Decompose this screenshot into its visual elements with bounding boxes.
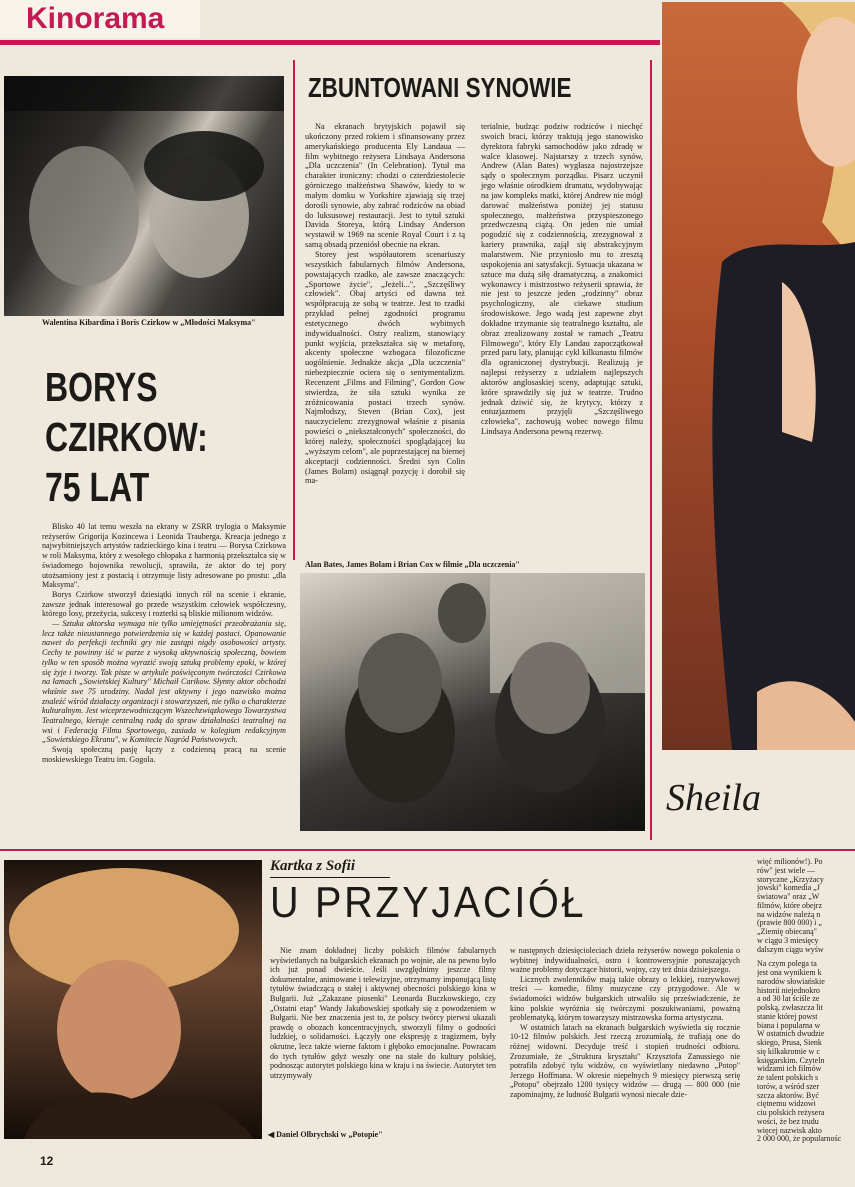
- friends-paragraph: w następnych dziesięcioleciach dzieła reżyserów nowego pokolenia o wybitnej indywidualności, ostro i kontrowersyjnie poruszających ważne problemy dotyczące historii, wojny, czy też dnia dzisiejszego.: [510, 946, 740, 975]
- magazine-logo-text: Kinorama: [26, 2, 165, 35]
- col3-line: filmów, które obejrz: [757, 900, 823, 910]
- photo-caption-in-celebration: Alan Bates, James Bolam i Brian Cox w filmie „Dla uczczenia": [305, 560, 520, 569]
- friends-paragraph: W ostatnich latach na ekranach bułgarskich wyświetla się rocznie 10-12 filmów polskich. Jest rzeczą zrozumiałą, że trafiają one do różnej widowni. Decyduje treść i stopień trudności odbioru. Zrozumiałe, że „Struktura kryształu" Krzysztofa Zanussiego nie potrafiła zdobyć tylu widzów, co wyświetlany niedawno „Potop" Jerzego Hoffmana. W okresie niepełnych 9 miesięcy pierwszą serię „Potopu" obejrzało 1200 tysięcy widzów — drugą — 800 000 (nie zapominajmy, że ludność Bułgarii wynosi niecałe dzie-: [510, 1022, 740, 1099]
- caption-arrow-icon: ◀: [268, 1130, 277, 1139]
- borys-headline: [45, 362, 208, 512]
- borys-headline-line-3: 75 LAT: [45, 464, 150, 510]
- friends-paragraph: Nie znam dokładnej liczby polskich filmów fabularnych wyświetlanych na bułgarskich ekranach po wojnie, ale na pewno było ich już ponad dwieście. Jeśli uwzględnimy jeszcze filmy dokumentalne, animowane i telewizyjne, otrzymamy imponującą listę tytułów świadczącą o stałej i aktywnej obecności polskiego kina w Bułgarii. Już „Zakazane piosenki" Leonarda Buczkowskiego, czy „Ostatni etap" Wandy Jakubowskiej spotkały się z powodzeniem w Bułgarii. Nie bez znaczenia jest to, że polscy twórcy pierwsi ukazali prawdę o obozach koncentracyjnych, stworzyli filmy o godności ludzkiej, o solidarności. Łączyły one ekspresję z tragizmem, były okrutne, lecz także wierne faktom i głęboko emocjonalne. Powracam do tych tytułów gdyż weszły one na stałe do kultury polskiej, podnosząc autorytet polskiego kina w kraju i na świecie. Autorytet ten utrzymywały: [270, 946, 496, 1080]
- photo-illustration: [4, 76, 284, 316]
- borys-paragraph: Swoją społeczną pasję łączy z codzienną pracą na scenie moskiewskiego Teatru im. Gogola.: [42, 745, 286, 764]
- col3-line: a od 30 lat ściśle ze: [757, 994, 820, 1004]
- friends-paragraph: Licznych zwolenników mają takie obrazy o lekkiej, rozrywkowej treści — komedie, filmy muzyczne czy przygodowe. Ale w świadomości widzów bułgarskich utrwaliło się przeświadczenie, że kino polskie wyróżnia się twórczymi poszukiwaniami, poważną problematyką, którym towarzyszy mistrzowska forma artystyczna.: [510, 974, 740, 1023]
- col3-line: widzami ich filmów: [757, 1064, 822, 1074]
- sheila-label: Sheila: [666, 777, 761, 819]
- header-rule: [0, 40, 660, 45]
- col3-line: ciętnemu widzowi: [757, 1099, 816, 1109]
- sons-frame-right: [650, 60, 652, 840]
- photo-in-celebration: [300, 573, 645, 831]
- photo-illustration: [300, 573, 645, 831]
- sons-column-1: [305, 122, 465, 486]
- photo-illustration: [662, 2, 855, 750]
- col3-line: się kilkakrotnie w c: [757, 1046, 820, 1056]
- col3-line: jest ona wynikiem k: [757, 968, 822, 977]
- sons-paragraph: Storey jest współautorem scenariuszy wszystkich fabularnych filmów Andersona, powstających rzadko, ale zawsze znaczących: „Sportowe życie", „Jeżeli...", „Szczęśliwy człowiek". Obaj artyści od dawna też współpracują ze sobą w teatrze. Jest to rzadki przykład pełnej zgodności programu estetycznego dwóch wybitnych indywidualności. Ostry realizm, stanowiący punkt wyjścia, przekształca się w metaforę, akcenty społeczne wzbogaca filozoficzne uogólnienie. Jednakże akcja „Dla uczczenia" niebezpiecznie ociera się o sentymentalizm. Recenzent „Films and Filming", Gordon Gow stwierdza, że siła sztuki wynika ze zróżnicowania postaci trzech synów. Najmłodszy, Steven (Brian Cox), jest nauczycielem: zrezygnował właśnie z pisania powieści o „niekształconych" społeczności, do której należy, społeczności spoglądającej ku „wyższym celom", ale poprzestającej na biernej akceptacji codzienności. Średni syn Colin (James Bolam) osiągnął pozycję i dorobił się ma-: [305, 249, 465, 486]
- col3-line: „Ziemię obiecaną": [757, 927, 817, 936]
- col3-line: polską, zwłaszcza lit: [757, 1003, 823, 1012]
- col3-line: ciu polskich reżysera: [757, 1108, 825, 1117]
- borys-article-body: [42, 522, 286, 765]
- col3-line: jowski" komedia „J: [757, 883, 820, 893]
- friends-headline: U PRZYJACIÓŁ: [270, 878, 587, 927]
- col3-line: księgarskim. Czyteln: [757, 1055, 825, 1065]
- col3-line: skiego, Prusa, Sienk: [757, 1038, 822, 1047]
- col3-line: stanie której powst: [757, 1011, 818, 1021]
- col3-line: Na czym polega ta: [757, 959, 817, 969]
- magazine-logo: [0, 0, 200, 38]
- col3-line: storyczne „Krzyżacy: [757, 874, 824, 884]
- page-number: 12: [40, 1154, 54, 1168]
- borys-paragraph: Borys Czirkow stworzył dziesiątki innych ról na scenie i ekranie, zawsze jednak interesował go przede wszystkim człowiek współczesny, którego losy, przeżycia, sukcesy i rozterki są bliskie milionom widzów.: [42, 589, 286, 619]
- col3-line: dalszym ciągu wyśw: [757, 944, 824, 954]
- col3-line: szcza aktorów. Być: [757, 1090, 819, 1100]
- col3-line: więcej nazwisk akto: [757, 1125, 822, 1135]
- borys-paragraph: Blisko 40 lat temu weszła na ekrany w ZSRR trylogia o Maksymie reżyserów Grigorija Kozincewa i Leonida Trauberga. Kreacja jednego z najwybitniejszych artystów radzieckiego kina i teatru — Borysa Czirkowa w roli Maksyma, który z wesołego chłopaka z harmonią przekształca się w świadomego bojownika rewolucji, sprawiła, że aktor do tej pory utożsamiony jest z postacią i otrzymuje listy adresowane po prostu: „dla Maksyma".: [42, 522, 286, 590]
- section-rule: [0, 849, 855, 851]
- photo-olbrychski: [4, 860, 262, 1139]
- col3-line: narodów słowiańskie: [757, 976, 825, 986]
- photo-illustration: [4, 860, 262, 1139]
- friends-kicker: Kartka z Sofii: [270, 858, 356, 874]
- col3-line: historii niejednokro: [757, 985, 820, 995]
- col3-line: 2 000 000, że popularnośc: [757, 1134, 842, 1144]
- col3-line: torów, a wśród szer: [757, 1081, 820, 1091]
- friends-column-2: [510, 946, 740, 1100]
- borys-headline-line-2: CZIRKOW:: [45, 414, 208, 460]
- col3-line: na widzów należą n: [757, 909, 821, 919]
- col3-line: wości, że bez trudu: [757, 1116, 819, 1126]
- col3-line: rów" jest wiele —: [757, 865, 816, 875]
- photo-kibardina-czirkow: [4, 76, 284, 316]
- friends-column-3: [757, 858, 855, 1148]
- photo-caption-olbrychski: [268, 1130, 383, 1139]
- col3-line: światowa" oraz „W: [757, 892, 820, 901]
- photo-caption-olbrychski-text: Daniel Olbrychski w „Potopie": [276, 1130, 383, 1139]
- sons-column-2: [481, 122, 643, 437]
- sons-paragraph: terialnie, budząc podziw rodziców i niechęć swoich braci, którzy traktują jego stanowisko dyrektora fabryki samochodów jako zdradę w walce klasowej. Najstarszy z trzech synów, Andrew (Alan Bates) wygłasza najostrzejsze sądy o społecznym porządku. Pisarz uczynił jego właśnie ośrodkiem dramatu, wydobywając na jaw kompleks matki, której Andrew nie mógł darować małżeństwa poniżej jej statusu społecznego, małżeństwa przyspieszonego przedwczesną ciążą. On jeden nie umiał pogodzić się z codziennością, zrezygnował z kariery prawnika, zajął się abstrakcyjnym malarstwem. Nie przyniosło mu to zresztą uspokojenia ani satysfakcji. Sytuacja ukazana w sztuce ma dużą siłę dramatyczną, a znakomici wykonawcy i mistrzostwo reżyserii sprawia, że nie jest to jeszcze jeden „rodzinny" obraz psychologiczny, ale ciekawe studium środowiskowe. Jego wadą jest zapewne zbyt dokładne trzymanie się teatralnego kształtu, ale obraz zrealizowany został w ramach „Teatru Filmowego", który Ely Landau zapoczątkował przed paru laty, planując cykl kilkunastu filmów dla ograniczonej dystrybucji. Realizują je najlepsi reżyserzy z udziałem najlepszych aktorów anglosaskiej sceny, adaptując sztuki, które sprawdziły się już w teatrze. Trudno jednak dziwić się, że krytycy, którzy z entuzjazmem przyjęli „Szczęśliwego człowieka", zachowują wobec nowego filmu Lindsaya Andersona pewną rezerwę.: [481, 122, 643, 437]
- friends-column-1: [270, 946, 496, 1080]
- col3-line: w ciągu 3 miesięcy: [757, 935, 819, 945]
- photo-sheila: [662, 2, 855, 750]
- borys-paragraph-quote: — Sztuka aktorska wymaga nie tylko umiejętności przeobrażania się, lecz także nieustannego potwierdzenia się w każdej postaci. Opanowanie nawet do perfekcji techniki gry nie zastąpi nigdy osobowości artysty. Cechy te powinny iść w parze z wysoką aktywnością społeczną, bowiem tylko w ten sposób można wyrazić swoją sztuką problemy epoki, w której się żyje i tworzy. Tak pisze w artykule poświęconym twórczości Czirkowa na łamach „Sowietskiej Kultury" Michaił Carikow. Słynny aktor obchodzi właśnie swe 75 urodziny. Nadal jest aktywny i jego nazwisko można znaleźć wśród działaczy organizacji i stowarzyszeń, nie tylko o charakterze kulturalnym. Jest wiceprzewodniczącym Wszechzwiązkowego Towarzystwa Teatralnego, kieruje centralną radą do spraw działalności teatralnej na wsi i Federacją Filmu Sportowego, zasiada w kolegium redakcyjnym „Sowietskiego Ekranu", w Komitecie Nagród Państwowych.: [42, 619, 286, 745]
- sons-headline: ZBUNTOWANI SYNOWIE: [308, 72, 572, 103]
- photo-caption-kibardina: Walentina Kibardina i Boris Czirkow w „Młodości Maksyma": [42, 318, 256, 327]
- col3-line: (prawie 800 000) i „: [757, 918, 822, 928]
- sons-frame-left: [293, 60, 295, 560]
- col3-line: więć milionów!). Po: [757, 858, 823, 866]
- col3-line: biana i popularna w: [757, 1020, 821, 1030]
- borys-headline-line-1: BORYS: [45, 364, 158, 410]
- col3-line: W ostatnich dwudzie: [757, 1029, 825, 1039]
- col3-line: że talent polskich s: [757, 1073, 819, 1082]
- sons-paragraph: Na ekranach brytyjskich pojawił się ukończony przed rokiem i sfinansowany przez amerykańskiego producenta Ely Landaua — film wybitnego reżysera Lindsaya Andersona „Dla uczczenia" (In Celebration). Tytuł ma charakter ironiczny: chodzi o czterdziestolecie górniczego małżeństwa Shawów, kiedy to w małym domku w Yorkshire zjawiają się trzej dorośli synowie, aby zabrać rodziców na obiad do luksusowej restauracji. Jest to tytuł sztuki Davida Storeya, którą Lindsay Anderson wystawił w 1969 na scenie Royal Court i z tą samą obsadą przeniósł obecnie na ekran.: [305, 122, 465, 250]
